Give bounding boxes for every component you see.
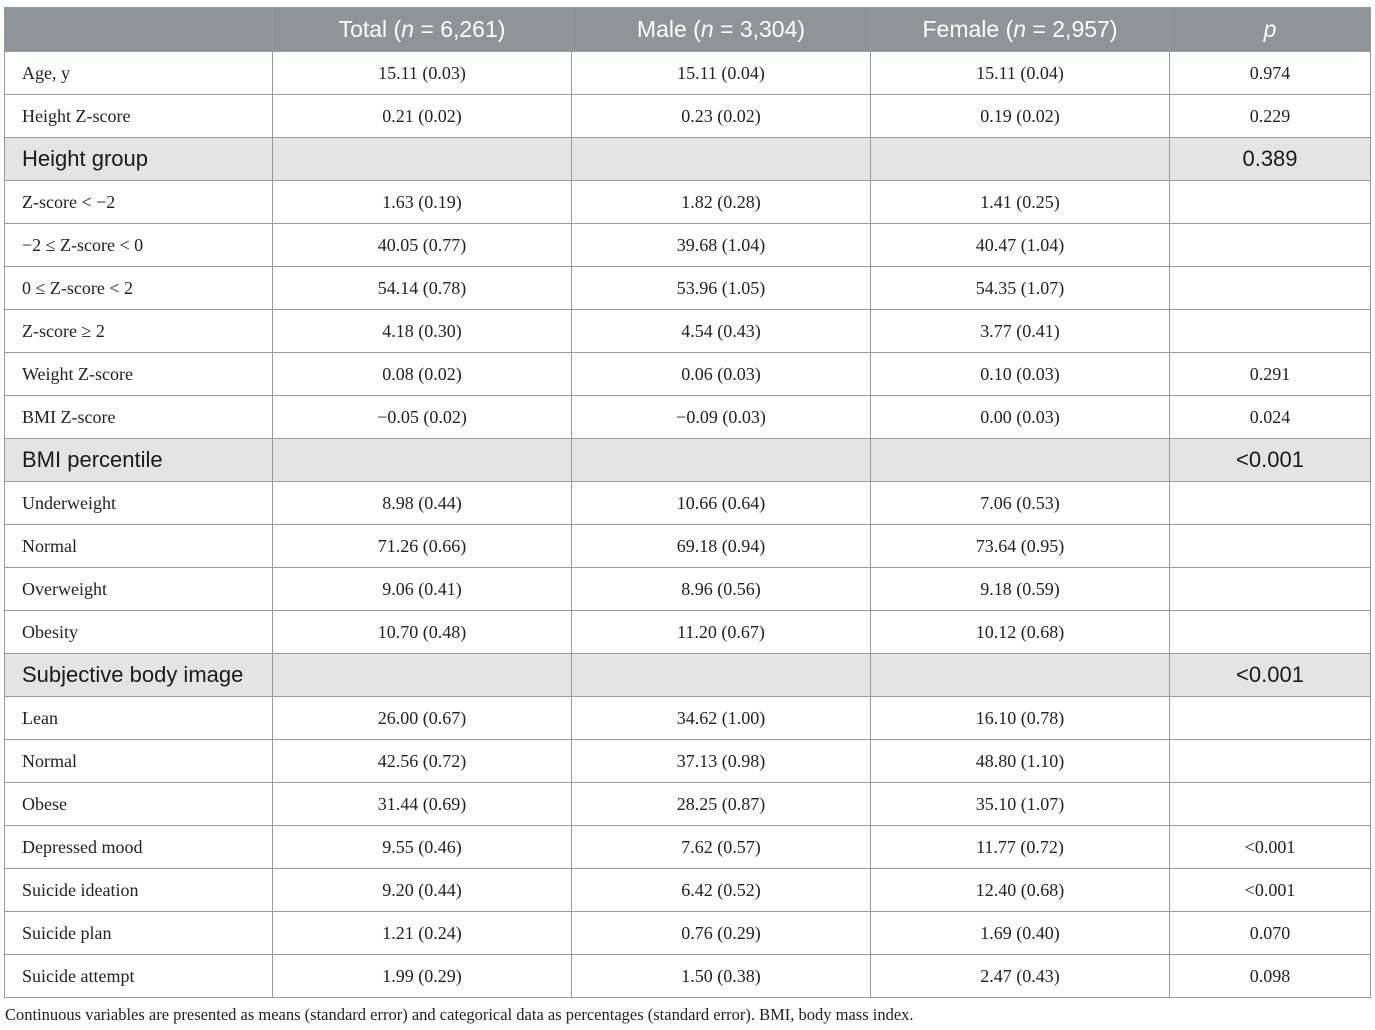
table-row	[5, 482, 1371, 525]
value-cell: 9.18 (0.59)	[871, 568, 1170, 611]
value-cell: 16.10 (0.78)	[871, 697, 1170, 740]
value-cell: 69.18 (0.94)	[572, 525, 871, 568]
value-cell: 40.47 (1.04)	[871, 224, 1170, 267]
value-cell: 54.35 (1.07)	[871, 267, 1170, 310]
p-value-cell: <0.001	[1170, 439, 1371, 482]
table-row	[5, 525, 1371, 568]
table-row	[5, 740, 1371, 783]
value-cell: 0.06 (0.03)	[572, 353, 871, 396]
value-cell: 28.25 (0.87)	[572, 783, 871, 826]
table-footnote: Continuous variables are presented as means (standard error) and categorical data as percentages (standard error). BMI, body mass index.	[5, 1005, 914, 1024]
value-cell: 1.21 (0.24)	[273, 912, 572, 955]
value-cell	[273, 439, 572, 482]
p-value-cell: 0.098	[1170, 955, 1371, 998]
row-label: −2 ≤ Z-score < 0	[5, 224, 273, 267]
table-body	[5, 52, 1371, 998]
table-row	[5, 353, 1371, 396]
table-row	[5, 568, 1371, 611]
table-row	[5, 611, 1371, 654]
row-label: Subjective body image	[5, 654, 273, 697]
value-cell: 0.76 (0.29)	[572, 912, 871, 955]
row-label: Height Z-score	[5, 95, 273, 138]
row-label: Lean	[5, 697, 273, 740]
column-header-4	[1170, 8, 1371, 52]
data-table	[4, 7, 1371, 998]
table-row	[5, 869, 1371, 912]
value-cell: 6.42 (0.52)	[572, 869, 871, 912]
value-cell: 15.11 (0.04)	[871, 52, 1170, 95]
row-label: Z-score < −2	[5, 181, 273, 224]
column-header-text: Total (	[338, 16, 402, 42]
row-label: Z-score ≥ 2	[5, 310, 273, 353]
value-cell	[273, 654, 572, 697]
value-cell: 54.14 (0.78)	[273, 267, 572, 310]
value-cell: 10.66 (0.64)	[572, 482, 871, 525]
column-header-text: Female (	[922, 16, 1014, 42]
value-cell: 1.41 (0.25)	[871, 181, 1170, 224]
value-cell: 0.21 (0.02)	[273, 95, 572, 138]
p-value-cell	[1170, 783, 1371, 826]
column-header-text: Male (	[636, 16, 701, 42]
table-row	[5, 826, 1371, 869]
p-value-cell: 0.389	[1170, 138, 1371, 181]
row-label: Obese	[5, 783, 273, 826]
value-cell: 42.56 (0.72)	[273, 740, 572, 783]
value-cell	[572, 138, 871, 181]
column-header-count: = 3,304)	[713, 16, 806, 42]
p-value-cell: <0.001	[1170, 826, 1371, 869]
table-row	[5, 912, 1371, 955]
row-label: Normal	[5, 525, 273, 568]
value-cell	[871, 654, 1170, 697]
value-cell: 10.70 (0.48)	[273, 611, 572, 654]
table-row	[5, 267, 1371, 310]
value-cell: 4.54 (0.43)	[572, 310, 871, 353]
column-header-0	[5, 8, 273, 52]
row-label: Obesity	[5, 611, 273, 654]
p-value-cell: 0.291	[1170, 353, 1371, 396]
value-cell: 11.20 (0.67)	[572, 611, 871, 654]
column-header-2	[572, 8, 871, 52]
group-row	[5, 654, 1371, 697]
value-cell: 73.64 (0.95)	[871, 525, 1170, 568]
value-cell: 9.55 (0.46)	[273, 826, 572, 869]
row-label: 0 ≤ Z-score < 2	[5, 267, 273, 310]
row-label: Depressed mood	[5, 826, 273, 869]
value-cell: 3.77 (0.41)	[871, 310, 1170, 353]
p-value-cell	[1170, 611, 1371, 654]
row-label: Suicide attempt	[5, 955, 273, 998]
row-label: Underweight	[5, 482, 273, 525]
table-row	[5, 697, 1371, 740]
column-header-symbol: n	[1013, 16, 1027, 42]
row-label: Overweight	[5, 568, 273, 611]
value-cell: 40.05 (0.77)	[273, 224, 572, 267]
row-label: Suicide ideation	[5, 869, 273, 912]
p-value-cell: 0.024	[1170, 396, 1371, 439]
value-cell: 10.12 (0.68)	[871, 611, 1170, 654]
table-row	[5, 224, 1371, 267]
row-label: Normal	[5, 740, 273, 783]
group-row	[5, 138, 1371, 181]
p-value-cell	[1170, 568, 1371, 611]
header-row	[5, 8, 1371, 52]
value-cell: 1.69 (0.40)	[871, 912, 1170, 955]
value-cell: 1.63 (0.19)	[273, 181, 572, 224]
value-cell: 37.13 (0.98)	[572, 740, 871, 783]
row-label: Age, y	[5, 52, 273, 95]
value-cell	[273, 138, 572, 181]
value-cell: 35.10 (1.07)	[871, 783, 1170, 826]
p-value-cell	[1170, 740, 1371, 783]
value-cell: 53.96 (1.05)	[572, 267, 871, 310]
value-cell: 26.00 (0.67)	[273, 697, 572, 740]
column-header-symbol: n	[700, 16, 714, 42]
value-cell: 4.18 (0.30)	[273, 310, 572, 353]
p-value-cell	[1170, 181, 1371, 224]
p-value-cell	[1170, 267, 1371, 310]
p-value-cell	[1170, 224, 1371, 267]
row-label: Height group	[5, 138, 273, 181]
table-row	[5, 955, 1371, 998]
value-cell: 8.98 (0.44)	[273, 482, 572, 525]
value-cell: 0.00 (0.03)	[871, 396, 1170, 439]
column-header-symbol: p	[1263, 16, 1277, 42]
value-cell: 2.47 (0.43)	[871, 955, 1170, 998]
value-cell: 0.08 (0.02)	[273, 353, 572, 396]
table-row	[5, 396, 1371, 439]
value-cell: 0.19 (0.02)	[871, 95, 1170, 138]
p-value-cell: 0.974	[1170, 52, 1371, 95]
p-value-cell	[1170, 697, 1371, 740]
value-cell: 9.20 (0.44)	[273, 869, 572, 912]
value-cell: 48.80 (1.10)	[871, 740, 1170, 783]
column-header-count: = 6,261)	[414, 16, 506, 42]
table-row	[5, 783, 1371, 826]
group-row	[5, 439, 1371, 482]
value-cell	[871, 138, 1170, 181]
table-row	[5, 52, 1371, 95]
p-value-cell: <0.001	[1170, 654, 1371, 697]
value-cell: 11.77 (0.72)	[871, 826, 1170, 869]
value-cell: −0.05 (0.02)	[273, 396, 572, 439]
value-cell: 0.23 (0.02)	[572, 95, 871, 138]
value-cell: 8.96 (0.56)	[572, 568, 871, 611]
row-label: Suicide plan	[5, 912, 273, 955]
row-label: BMI Z-score	[5, 396, 273, 439]
value-cell: 1.82 (0.28)	[572, 181, 871, 224]
p-value-cell: 0.070	[1170, 912, 1371, 955]
p-value-cell	[1170, 310, 1371, 353]
table-row	[5, 310, 1371, 353]
value-cell: 31.44 (0.69)	[273, 783, 572, 826]
value-cell: 7.06 (0.53)	[871, 482, 1170, 525]
value-cell: 34.62 (1.00)	[572, 697, 871, 740]
column-header-count: = 2,957)	[1026, 16, 1118, 42]
value-cell: 15.11 (0.04)	[572, 52, 871, 95]
value-cell: 0.10 (0.03)	[871, 353, 1170, 396]
value-cell	[572, 439, 871, 482]
column-header-1	[273, 8, 572, 52]
row-label: BMI percentile	[5, 439, 273, 482]
row-label: Weight Z-score	[5, 353, 273, 396]
value-cell: 39.68 (1.04)	[572, 224, 871, 267]
value-cell: 1.99 (0.29)	[273, 955, 572, 998]
table-container	[4, 7, 1370, 998]
value-cell: −0.09 (0.03)	[572, 396, 871, 439]
value-cell: 15.11 (0.03)	[273, 52, 572, 95]
value-cell	[871, 439, 1170, 482]
p-value-cell	[1170, 525, 1371, 568]
table-row	[5, 95, 1371, 138]
p-value-cell: <0.001	[1170, 869, 1371, 912]
value-cell: 1.50 (0.38)	[572, 955, 871, 998]
value-cell	[572, 654, 871, 697]
value-cell: 12.40 (0.68)	[871, 869, 1170, 912]
table-row	[5, 181, 1371, 224]
p-value-cell	[1170, 482, 1371, 525]
value-cell: 7.62 (0.57)	[572, 826, 871, 869]
value-cell: 71.26 (0.66)	[273, 525, 572, 568]
p-value-cell: 0.229	[1170, 95, 1371, 138]
value-cell: 9.06 (0.41)	[273, 568, 572, 611]
column-header-symbol: n	[401, 16, 414, 42]
column-header-3	[871, 8, 1170, 52]
